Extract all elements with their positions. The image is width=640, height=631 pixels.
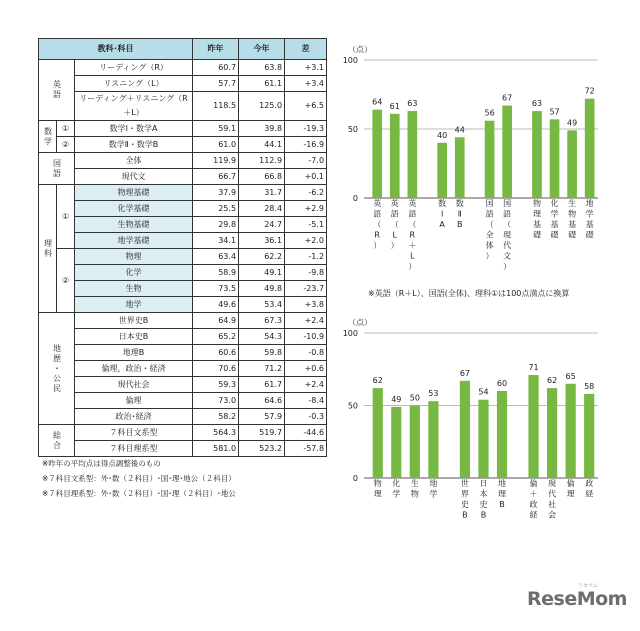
diff-cell: +3.4: [285, 76, 327, 92]
bar-value-label: 44: [454, 125, 465, 135]
diff-cell: -23.7: [285, 281, 327, 297]
this-year-cell: 54.3: [239, 329, 285, 345]
table-note-2: ※７科目文系型：外･数（２科目）･国･理･地公（２科目）: [42, 474, 236, 483]
subject-cell: 現代社会: [75, 377, 193, 393]
x-tick-label: 数 Ⅰ A: [438, 199, 447, 229]
bar-value-label: 62: [372, 376, 383, 386]
diff-cell: -44.6: [285, 425, 327, 441]
y-tick-label: 50: [347, 125, 358, 134]
this-year-cell: 59.8: [239, 345, 285, 361]
x-tick-label: 現代社会: [548, 479, 557, 520]
diff-cell: -16.9: [285, 137, 327, 153]
bar-value-label: 60: [496, 379, 508, 388]
last-year-cell: 29.8: [193, 217, 239, 233]
bar-value-label: 63: [531, 99, 543, 109]
diff-cell: -7.0: [285, 153, 327, 169]
subject-cell: リスニング（L）: [75, 76, 193, 92]
this-year-cell: 53.4: [239, 297, 285, 313]
bar: [585, 99, 595, 198]
diff-cell: +2.4: [285, 313, 327, 329]
group-english: 英語: [39, 60, 75, 121]
bar: [584, 394, 594, 478]
x-tick-label: 英語（ L ）: [390, 199, 399, 250]
last-year-cell: 73.0: [193, 393, 239, 409]
bar: [391, 407, 401, 478]
bar: [567, 130, 577, 198]
x-tick-label: 地理 B: [498, 479, 507, 509]
diff-cell: +2.4: [285, 377, 327, 393]
bar-value-label: 49: [567, 118, 578, 128]
header-difference: 差: [285, 39, 327, 60]
subject-cell: 化学基礎: [75, 201, 193, 217]
bar-value-label: 71: [528, 363, 539, 373]
this-year-cell: 61.1: [239, 76, 285, 92]
bar: [497, 391, 507, 478]
bar: [437, 143, 447, 198]
header-this-year: 今年: [239, 39, 285, 60]
x-tick-label: 地学基礎: [585, 199, 594, 240]
bar: [550, 119, 560, 198]
last-year-cell: 70.6: [193, 361, 239, 377]
bar-value-label: 63: [407, 99, 418, 109]
last-year-cell: 49.6: [193, 297, 239, 313]
this-year-cell: 67.3: [239, 313, 285, 329]
subject-cell: 数学Ⅱ・数学B: [75, 137, 193, 153]
diff-cell: +0.6: [285, 361, 327, 377]
last-year-cell: 63.4: [193, 249, 239, 265]
this-year-cell: 49.8: [239, 281, 285, 297]
diff-cell: -10.9: [285, 329, 327, 345]
this-year-cell: 71.2: [239, 361, 285, 377]
diff-cell: -8.4: [285, 393, 327, 409]
subject-cell: 日本史B: [75, 329, 193, 345]
diff-cell: -0.8: [285, 345, 327, 361]
this-year-cell: 523.2: [239, 441, 285, 457]
bar-value-label: 61: [389, 101, 400, 111]
table-note-1: ※昨年の平均点は得点調整後のもの: [42, 459, 161, 468]
subject-cell: 物理基礎: [75, 185, 193, 201]
bar-value-label: 67: [459, 368, 471, 378]
last-year-cell: 59.1: [193, 121, 239, 137]
x-tick-label: 物理: [373, 479, 382, 499]
this-year-cell: 44.1: [239, 137, 285, 153]
last-year-cell: 25.5: [193, 201, 239, 217]
diff-cell: +3.1: [285, 60, 327, 76]
y-axis-unit: （点）: [348, 318, 372, 327]
y-tick-label: 0: [352, 474, 358, 483]
last-year-cell: 61.0: [193, 137, 239, 153]
subject-cell: リーディング＋リスニング（R＋L）: [75, 92, 193, 121]
x-tick-label: 英語（ R ＋ L ）: [408, 199, 417, 271]
bar: [408, 111, 418, 198]
bar-value-label: 65: [565, 371, 576, 381]
diff-cell: +2.0: [285, 233, 327, 249]
bar-value-label: 49: [391, 394, 402, 404]
bar: [460, 381, 470, 478]
x-tick-label: 化学: [392, 479, 401, 499]
diff-cell: -19.3: [285, 121, 327, 137]
this-year-cell: 63.8: [239, 60, 285, 76]
bar: [502, 106, 512, 198]
x-tick-label: 化学基礎: [550, 199, 559, 240]
bar: [428, 401, 438, 478]
x-tick-label: 地学: [429, 479, 438, 499]
last-year-cell: 66.7: [193, 169, 239, 185]
this-year-cell: 31.7: [239, 185, 285, 201]
bar-value-label: 58: [584, 381, 595, 391]
last-year-cell: 60.7: [193, 60, 239, 76]
this-year-cell: 112.9: [239, 153, 285, 169]
diff-cell: -57.8: [285, 441, 327, 457]
x-tick-label: 倫＋政経: [529, 479, 538, 520]
chart-note: ※英語（R＋L）、国語(全体)、理科①は100点満点に換算: [368, 289, 570, 298]
group-social: 地歴・公民: [39, 313, 75, 425]
diff-cell: -9.8: [285, 265, 327, 281]
last-year-cell: 58.2: [193, 409, 239, 425]
group-math: 数学: [39, 121, 57, 153]
last-year-cell: 73.5: [193, 281, 239, 297]
this-year-cell: 24.7: [239, 217, 285, 233]
subject-cell: 政治･経済: [75, 409, 193, 425]
y-tick-label: 0: [352, 194, 358, 203]
x-tick-label: 日本史 B: [479, 479, 488, 520]
subject-cell: 生物基礎: [75, 217, 193, 233]
x-tick-label: 生物: [410, 479, 419, 499]
marker-math-1: ①: [57, 121, 75, 137]
last-year-cell: 59.3: [193, 377, 239, 393]
subject-cell: 倫理，政治・経済: [75, 361, 193, 377]
group-total: 総合: [39, 425, 75, 457]
this-year-cell: 57.9: [239, 409, 285, 425]
bar-value-label: 53: [428, 389, 439, 399]
resemom-logo-ruby: リセマム: [578, 583, 598, 589]
bar: [566, 384, 576, 478]
bar: [478, 400, 488, 478]
this-year-cell: 64.6: [239, 393, 285, 409]
group-science: 理科: [39, 185, 57, 313]
x-tick-label: 政経: [585, 479, 594, 499]
y-axis-unit: （点）: [348, 45, 372, 54]
bar-value-label: 40: [437, 130, 448, 140]
last-year-cell: 64.9: [193, 313, 239, 329]
header-subject: 教科･科目: [39, 39, 193, 60]
subject-cell: ７科目理系型: [75, 441, 193, 457]
diff-cell: -1.2: [285, 249, 327, 265]
subject-cell: 数学Ⅰ・数学A: [75, 121, 193, 137]
subject-cell: 現代文: [75, 169, 193, 185]
last-year-cell: 118.5: [193, 92, 239, 121]
this-year-cell: 39.8: [239, 121, 285, 137]
last-year-cell: 564.3: [193, 425, 239, 441]
this-year-cell: 61.7: [239, 377, 285, 393]
bar-value-label: 56: [484, 108, 495, 118]
marker-science-1: ①: [57, 185, 75, 249]
bar-value-label: 64: [372, 97, 383, 107]
this-year-cell: 519.7: [239, 425, 285, 441]
last-year-cell: 58.9: [193, 265, 239, 281]
bar: [390, 114, 400, 198]
diff-cell: -6.2: [285, 185, 327, 201]
this-year-cell: 28.4: [239, 201, 285, 217]
y-tick-label: 100: [342, 329, 358, 338]
x-tick-label: 国語（現代文）: [503, 199, 512, 271]
last-year-cell: 60.6: [193, 345, 239, 361]
x-tick-label: 生物基礎: [568, 199, 577, 240]
subject-cell: 倫理: [75, 393, 193, 409]
this-year-cell: 36.1: [239, 233, 285, 249]
subject-cell: 地理B: [75, 345, 193, 361]
marker-science-2: ②: [57, 249, 75, 313]
x-tick-label: 英語（ R ）: [373, 199, 382, 250]
bar: [485, 121, 495, 198]
group-japanese: 国語: [39, 153, 75, 185]
marker-math-2: ②: [57, 137, 75, 153]
y-tick-label: 50: [347, 401, 358, 411]
subject-cell: 生物: [75, 281, 193, 297]
last-year-cell: 37.9: [193, 185, 239, 201]
bar-value-label: 50: [409, 393, 420, 403]
this-year-cell: 49.1: [239, 265, 285, 281]
diff-cell: +3.8: [285, 297, 327, 313]
subject-cell: 物理: [75, 249, 193, 265]
bar: [455, 137, 465, 198]
bar: [532, 111, 542, 198]
subject-cell: 地学基礎: [75, 233, 193, 249]
diff-cell: +2.9: [285, 201, 327, 217]
last-year-cell: 34.1: [193, 233, 239, 249]
subject-cell: ７科目文系型: [75, 425, 193, 441]
this-year-cell: 66.8: [239, 169, 285, 185]
bar: [547, 388, 557, 478]
subject-cell: 全体: [75, 153, 193, 169]
resemom-logo: ReseMom: [527, 588, 627, 610]
subject-cell: リーディング（R）: [75, 60, 193, 76]
x-tick-label: 物理基礎: [532, 199, 541, 240]
bar: [372, 110, 382, 198]
diff-cell: +6.5: [285, 92, 327, 121]
diff-cell: -5.1: [285, 217, 327, 233]
x-tick-label: 倫理: [566, 479, 575, 499]
x-tick-label: 世界史 B: [460, 479, 469, 520]
subject-cell: 世界史B: [75, 313, 193, 329]
subject-cell: 化学: [75, 265, 193, 281]
diff-cell: +0.1: [285, 169, 327, 185]
bar-value-label: 67: [502, 93, 513, 103]
bar-value-label: 72: [584, 86, 595, 96]
bar-value-label: 54: [478, 387, 489, 397]
x-tick-label: 国語（全体）: [485, 199, 494, 261]
last-year-cell: 65.2: [193, 329, 239, 345]
this-year-cell: 62.2: [239, 249, 285, 265]
x-tick-label: 数 Ⅱ B: [455, 199, 464, 229]
table-note-3: ※７科目理系型：外･数（２科目）･国･理（２科目）･地公: [42, 489, 236, 498]
y-tick-label: 100: [342, 56, 358, 65]
last-year-cell: 581.0: [193, 441, 239, 457]
this-year-cell: 125.0: [239, 92, 285, 121]
diff-cell: -0.3: [285, 409, 327, 425]
bar: [528, 375, 538, 478]
last-year-cell: 57.7: [193, 76, 239, 92]
bar: [410, 406, 420, 479]
subject-cell: 地学: [75, 297, 193, 313]
bar-value-label: 62: [546, 376, 558, 386]
bar: [373, 388, 383, 478]
header-last-year: 昨年: [193, 39, 239, 60]
bar-value-label: 57: [549, 107, 560, 117]
last-year-cell: 119.9: [193, 153, 239, 169]
